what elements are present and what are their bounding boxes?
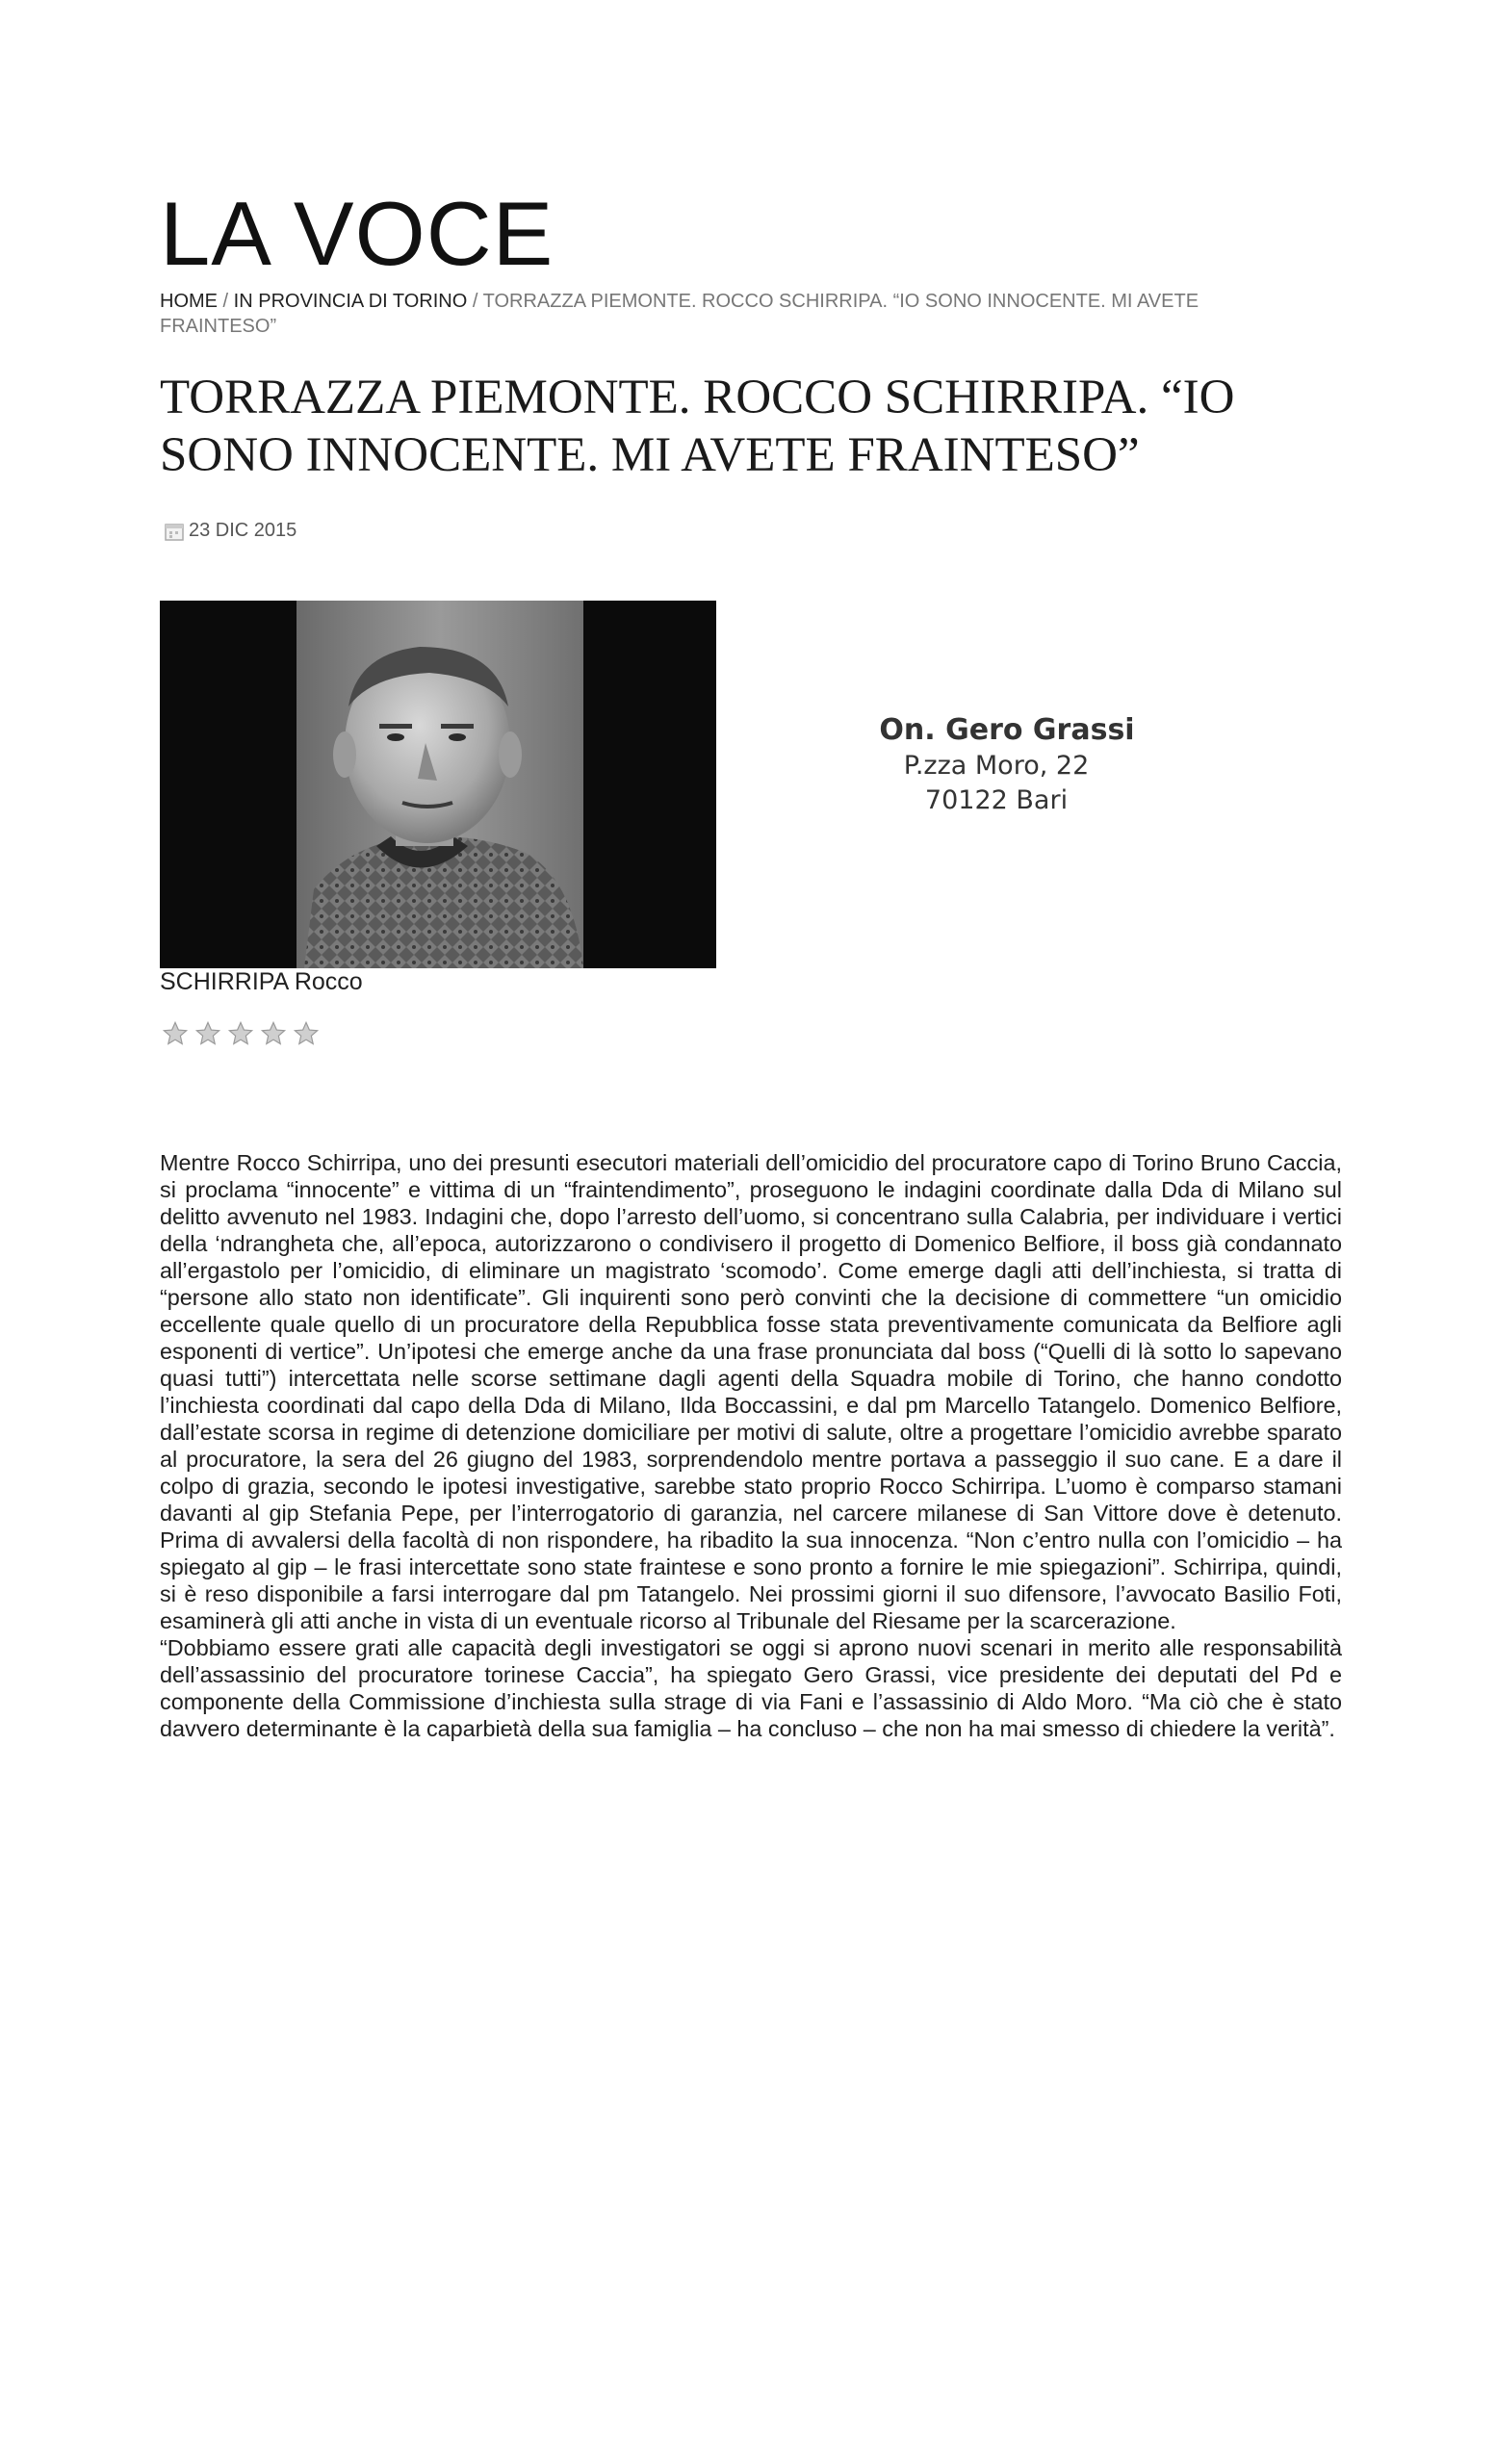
breadcrumb-separator: / <box>218 291 234 312</box>
calendar-icon <box>164 521 185 542</box>
article-paragraph: Mentre Rocco Schirripa, uno dei presunti esecutori materiali dell’omicidio del procuratore capo di Torino Bruno Caccia, si proclama “innocente” e vittima di un “fraintendimento”, proseguono le indagini coordinate dalla Dda di Milano sul delitto avvenuto nel 1983. Indagini che, dopo l’arresto dell’uomo, si concentrano sulla Calabria, per individuare i vertici della ‘ndrangheta che, all’epoca, autorizzarono o condivisero il progetto di Domenico Belfiore, il boss già condannato all’ergastolo per l’omicidio, di eliminare un magistrato ‘scomodo’. Come emerge dagli atti dell’inchiesta, si tratta di “persone allo stato non identificate”. Gli inquirenti sono però convinti che la decisione di commettere “un omicidio eccellente quale quello di un procuratore della Repubblica fosse stata preventivamente comunicata da Belfiore agli esponenti di vertice”. Un’ipotesi che emerge anche da una frase pronunciata dal boss (“Quelli di là sotto lo sapevano quasi tutti”) intercettata nelle scorse settimane dagli agenti della Squadra mobile di Torino, che hanno condotto l’inchiesta coordinati dal capo della Dda di Milano, Ilda Boccassini, e dal pm Marcello Tatangelo. Domenico Belfiore, dall’estate scorsa in regime di detenzione domiciliare per motivi di salute, oltre a progettare l’omicidio avrebbe sparato al procuratore, la sera del 26 giugno del 1983, sorprendendolo mentre portava a passeggio il suo cane. E a dare il colpo di grazia, secondo le ipotesi investigative, sarebbe stato proprio Rocco Schirripa. L’uomo è comparso stamani davanti al gip Stefania Pepe, per l’interrogatorio di garanzia, nel carcere milanese di San Vittore dove è detenuto. Prima di avvalersi della facoltà di non rispondere, ha ribadito la sua innocenza. “Non c’entro nulla con l’omicidio – ha spiegato al gip – le frasi intercettate sono state fraintese e sono pronto a fornire le mie spiegazioni”. Schirripa, quindi, si è reso disponibile a farsi interrogare dal pm Tatangelo. Nei prossimi giorni il suo difensore, l’avvocato Basilio Foti, esaminerà gli atti anche in vista di un eventuale ricorso al Tribunale del Riesame per la scarcerazione. <box>160 1150 1342 1633</box>
date-text: 23 DIC 2015 <box>189 520 297 541</box>
article-date <box>164 520 297 542</box>
article-headline: TORRAZZA PIEMONTE. ROCCO SCHIRRIPA. “IO SONO INNOCENTE. MI AVETE FRAINTESO” <box>160 371 1235 482</box>
star-icon[interactable] <box>293 1020 320 1047</box>
star-icon[interactable] <box>162 1020 189 1047</box>
breadcrumb <box>160 289 1228 339</box>
mugshot-image <box>160 601 716 968</box>
star-rating[interactable] <box>162 1020 320 1047</box>
article-body <box>160 1149 1342 1742</box>
star-icon[interactable] <box>227 1020 254 1047</box>
breadcrumb-current: TORRAZZA PIEMONTE. ROCCO SCHIRRIPA. “IO SONO INNOCENTE. MI AVETE FRAINTESO” <box>160 291 1199 337</box>
star-icon[interactable] <box>194 1020 221 1047</box>
breadcrumb-home-link[interactable]: HOME <box>160 291 218 312</box>
address-street: P.zza Moro, 22 <box>903 751 1090 781</box>
address-stamp <box>838 712 1155 818</box>
article-paragraph: “Dobbiamo essere grati alle capacità degli investigatori se oggi si aprono nuovi scenari in merito alle responsabilità dell’assassinio del procuratore torinese Caccia”, ha spiegato Gero Grassi, vice presidente dei deputati del Pd e componente della Commissione d’inchiesta sulla strage di via Fani e l’assassinio di Aldo Moro. “Ma ciò che è stato davvero determinante è la caparbietà della sua famiglia – ha concluso – che non ha mai smesso di chiedere la verità”. <box>160 1635 1342 1741</box>
site-masthead[interactable]: LA VOCE <box>160 183 555 284</box>
address-name: On. Gero Grassi <box>879 713 1135 747</box>
breadcrumb-section-link[interactable]: IN PROVINCIA DI TORINO <box>233 291 468 312</box>
address-city: 70122 Bari <box>924 785 1069 815</box>
photo-caption: SCHIRRIPA Rocco <box>160 968 363 995</box>
mugshot-photo <box>160 601 716 968</box>
breadcrumb-separator: / <box>467 291 483 312</box>
star-icon[interactable] <box>260 1020 287 1047</box>
